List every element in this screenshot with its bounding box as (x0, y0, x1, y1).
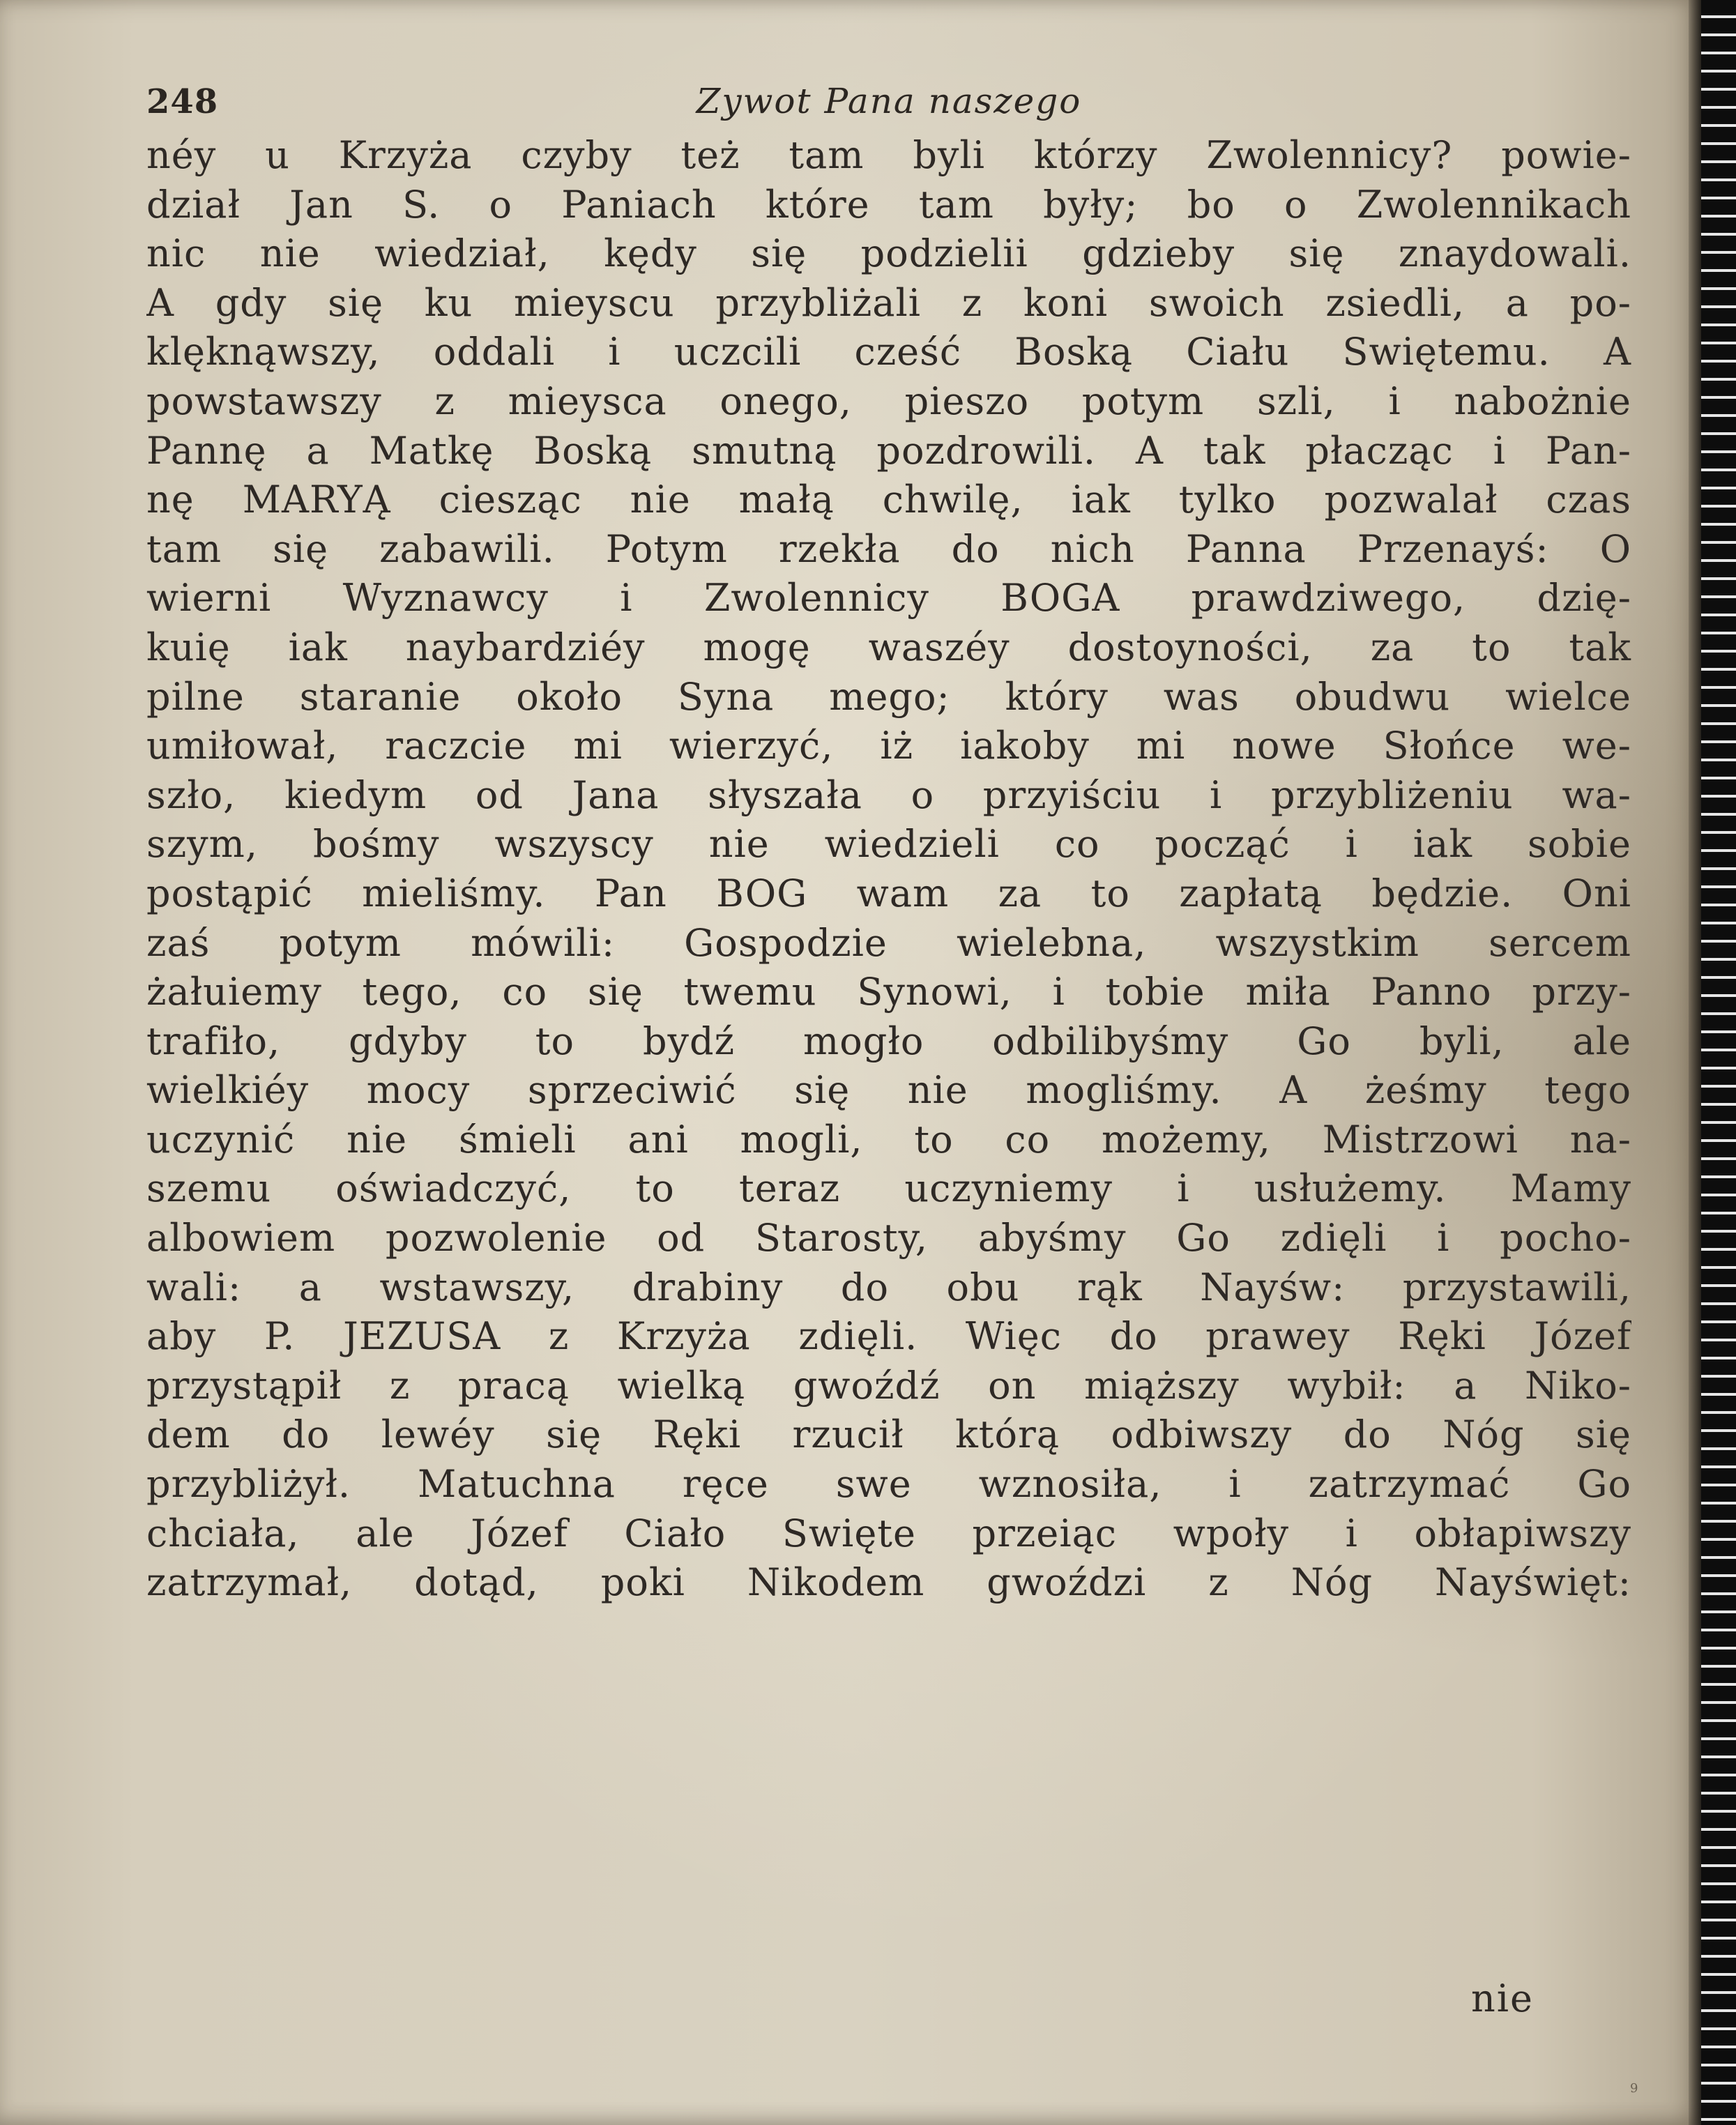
text-line: dem do lewéy się Ręki rzucił którą odbiwszy do Nóg się (146, 1412, 1631, 1457)
text-line: postąpić mieliśmy. Pan BOG wam za to zapłatą będzie. Oni (146, 871, 1631, 915)
page-gutter-shadow (1689, 0, 1701, 2125)
text-line: przystąpił z pracą wielką gwoźdź on miąższy wybił: a Niko- (146, 1363, 1631, 1408)
text-line: nic nie wiedział, kędy się podzielii gdzieby się znaydowali. (146, 231, 1631, 276)
text-line: chciała, ale Józef Ciało Swięte przeiąc wpoły i obłapiwszy (146, 1511, 1631, 1555)
text-line: wierni Wyznawcy i Zwolennicy BOGA prawdziwego, dzię- (146, 576, 1631, 620)
catchword: nie (1471, 1977, 1535, 2020)
text-line: Pannę a Matkę Boską smutną pozdrowili. A tak płacząc i Pan- (146, 428, 1631, 473)
text-line: umiłował, raczcie mi wierzyć, iż iakoby mi nowe Słońce we- (146, 724, 1631, 768)
text-line: néy u Krzyża czyby też tam byli którzy Zwolennicy? powie- (146, 133, 1631, 177)
text-line: zatrzymał, dotąd, poki Nikodem gwoździ z Nóg Nayświęt: (146, 1560, 1631, 1605)
text-line: uczynić nie śmieli ani mogli, to co możemy, Mistrzowi na- (146, 1117, 1631, 1161)
corner-mark: 9 (1630, 2081, 1638, 2096)
running-head: Zywot Pana naszego (696, 81, 1082, 121)
text-line: szemu oświadczyć, to teraz uczyniemy i usłużemy. Mamy (146, 1166, 1631, 1211)
text-line: pilne staranie około Syna mego; który was obudwu wielce (146, 674, 1631, 719)
text-line: wali: a wstawszy, drabiny do obu rąk Nayśw: przystawili, (146, 1265, 1631, 1309)
text-line: kuię iak naybardziéy mogę waszéy dostoyności, za to tak (146, 625, 1631, 669)
text-line: żałuiemy tego, co się twemu Synowi, i tobie miła Panno przy- (146, 970, 1631, 1014)
text-line: powstawszy z mieysca onego, pieszo potym szli, i nabożnie (146, 379, 1631, 423)
text-line: aby P. JEZUSA z Krzyża zdięli. Więc do prawey Ręki Józef (146, 1314, 1631, 1359)
text-line: klęknąwszy, oddali i uczcili cześć Boską Ciału Swiętemu. A (146, 330, 1631, 374)
page-number: 248 (146, 82, 219, 121)
text-line: przybliżył. Matuchna ręce swe wznosiła, i zatrzymać Go (146, 1462, 1631, 1507)
text-line: szym, bośmy wszyscy nie wiedzieli co począć i iak sobie (146, 822, 1631, 867)
text-line: szło, kiedym od Jana słyszała o przyiściu i przybliżeniu wa- (146, 772, 1631, 817)
text-line: tam się zabawili. Potym rzekła do nich Panna Przenayś: O (146, 526, 1631, 571)
text-line: albowiem pozwolenie od Starosty, abyśmy Go zdięli i pocho- (146, 1216, 1631, 1260)
text-line: trafiło, gdyby to bydź mogło odbilibyśmy Go byli, ale (146, 1019, 1631, 1063)
text-line: zaś potym mówili: Gospodzie wielebna, wszystkim sercem (146, 920, 1631, 965)
text-line: A gdy się ku mieyscu przybliżali z koni swoich zsiedli, a po- (146, 280, 1631, 325)
page-header (146, 78, 1631, 134)
text-line: nę MARYĄ ciesząc nie małą chwilę, iak tylko pozwalał czas (146, 478, 1631, 522)
binding-edge (1701, 0, 1736, 2125)
body-text (146, 131, 1631, 1608)
text-line: wielkiéy mocy sprzeciwić się nie mogliśmy. A żeśmy tego (146, 1068, 1631, 1113)
text-line: dział Jan S. o Paniach które tam były; bo o Zwolennikach (146, 182, 1631, 227)
